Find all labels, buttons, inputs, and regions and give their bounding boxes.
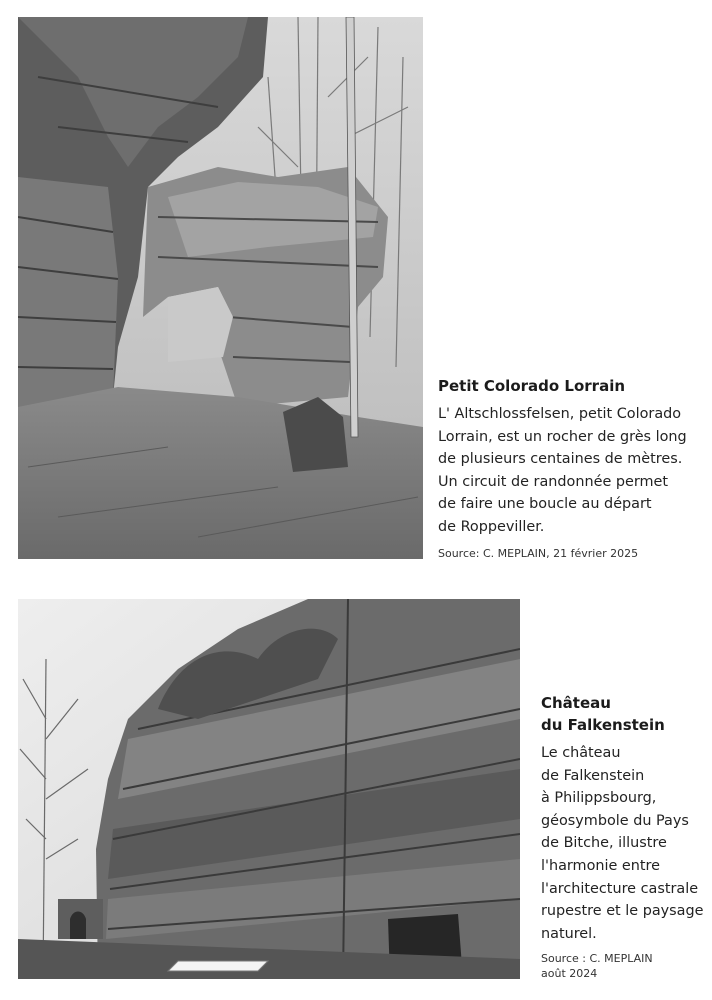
caption-source xyxy=(541,951,709,981)
caption-petit-colorado xyxy=(438,375,706,561)
caption-body-line: Un circuit de randonnée permet xyxy=(438,473,669,490)
caption-body-line: géosymbole du Pays xyxy=(541,812,689,829)
photo-falkenstein-image xyxy=(18,599,520,979)
caption-body-line: l'harmonie entre xyxy=(541,857,660,874)
caption-title-line: Château xyxy=(541,694,611,712)
caption-title xyxy=(541,692,709,736)
caption-body-line: L' Altschlossfelsen, petit Colorado xyxy=(438,406,682,422)
caption-body-line: de Roppeviller. xyxy=(438,518,545,535)
caption-body-line: l'architecture castrale xyxy=(541,880,699,897)
caption-body-line: Lorrain, est un rocher de grès long xyxy=(438,428,687,445)
caption-title: Petit Colorado Lorrain xyxy=(438,377,626,395)
caption-body-line: à Philippsbourg, xyxy=(541,790,657,807)
caption-source-line: Source : C. MEPLAIN xyxy=(541,952,653,966)
caption-falkenstein xyxy=(541,692,709,981)
caption-body xyxy=(541,742,709,945)
photo-falkenstein xyxy=(18,599,520,979)
caption-body xyxy=(438,403,706,539)
caption-body-line: rupestre et le paysage xyxy=(541,903,704,920)
caption-title-line: du Falkenstein xyxy=(541,716,665,734)
photo-altschlossfelsen-image xyxy=(18,17,423,559)
caption-body-line: naturel. xyxy=(541,925,597,942)
caption-source: Source: C. MEPLAIN, 21 février 2025 xyxy=(438,546,639,560)
caption-source-line: août 2024 xyxy=(541,967,598,981)
caption-body-line: de Falkenstein xyxy=(541,767,645,784)
photo-altschlossfelsen xyxy=(18,17,423,559)
caption-body-line: de faire une boucle au départ xyxy=(438,496,652,513)
caption-body-line: Le château xyxy=(541,745,621,761)
caption-body-line: de plusieurs centaines de mètres. xyxy=(438,451,683,468)
caption-body-line: de Bitche, illustre xyxy=(541,835,667,852)
